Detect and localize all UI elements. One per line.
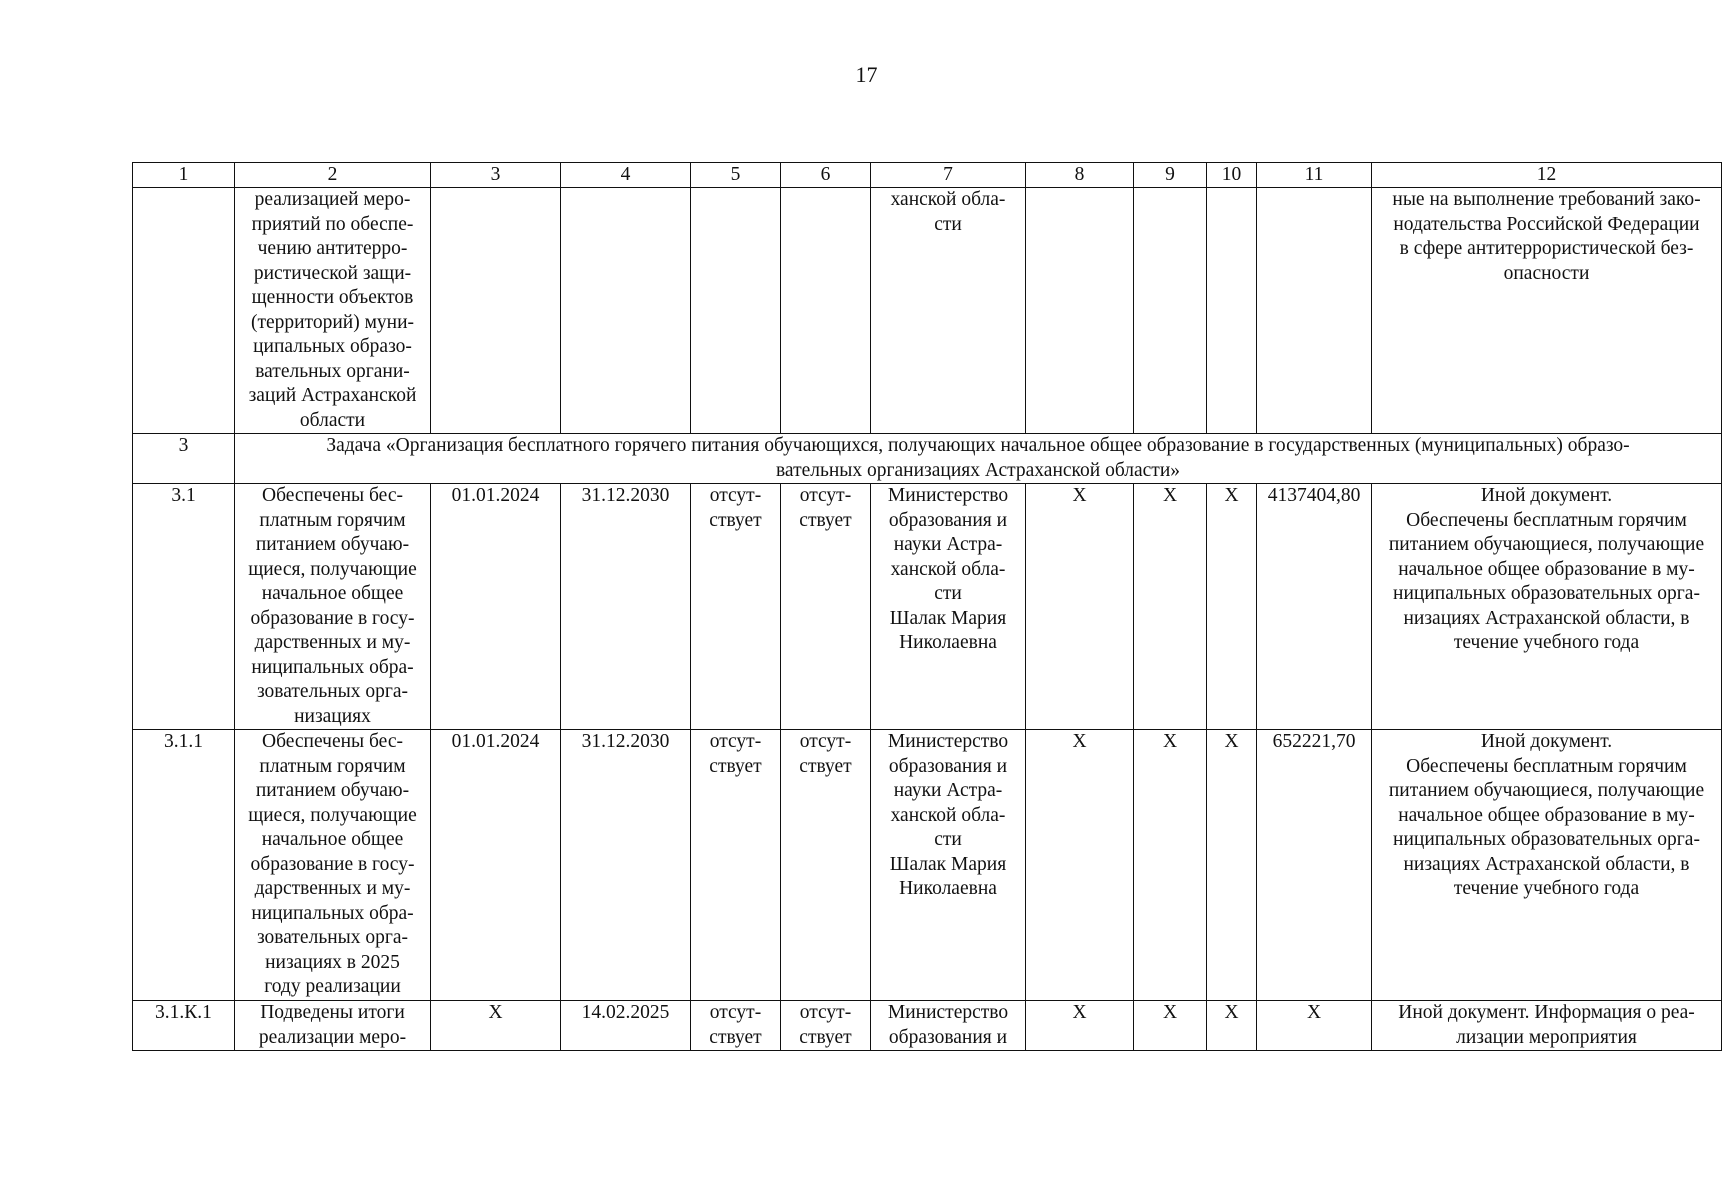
cell-number: 3.1.1	[133, 730, 235, 1001]
cell-amount: 4137404,80	[1257, 484, 1372, 730]
cell-col9	[1134, 188, 1207, 434]
cell-result-name: Обеспечены бес- платным горячим питанием обучаю- щиеся, получающие начальное общее образование в госу- дарственных и му- ниципальных обра- зовательных орга- низациях	[235, 484, 431, 730]
header-cell: 7	[871, 163, 1026, 188]
task-title: Задача «Организация бесплатного горячего питания обучающихся, получающих начальное общее образование в государственных (муниципальных) образо- вательных организациях Астраханской области»	[235, 434, 1722, 484]
cell-col10: Х	[1207, 484, 1257, 730]
plan-table	[132, 162, 1722, 1051]
cell-start-date	[431, 188, 561, 434]
header-cell: 6	[781, 163, 871, 188]
cell-document: Иной документ. Обеспечены бесплатным горячим питанием обучающиеся, получающие начальное общее образование в му- ниципальных образовательных орга- низациях Астраханской области, в течение учебного года	[1372, 484, 1722, 730]
cell-col8: Х	[1026, 1001, 1134, 1051]
cell-col8: Х	[1026, 484, 1134, 730]
cell-number: 3.1	[133, 484, 235, 730]
cell-end-date: 31.12.2030	[561, 730, 691, 1001]
cell-amount	[1257, 188, 1372, 434]
cell-responsible: Министерство образования и науки Астра- ханской обла- сти Шалак Мария Николаевна	[871, 730, 1026, 1001]
header-cell: 5	[691, 163, 781, 188]
cell-col9: Х	[1134, 1001, 1207, 1051]
table-row-3-1-k-1	[133, 1001, 1722, 1051]
table-row-task	[133, 434, 1722, 484]
task-number: 3	[133, 434, 235, 484]
cell-start-date: 01.01.2024	[431, 484, 561, 730]
cell-end-date: 14.02.2025	[561, 1001, 691, 1051]
cell-document: Иной документ. Информация о реа- лизации мероприятия	[1372, 1001, 1722, 1051]
cell-col10: Х	[1207, 1001, 1257, 1051]
cell-col8: Х	[1026, 730, 1134, 1001]
header-cell: 9	[1134, 163, 1207, 188]
cell-successor: отсут- ствует	[781, 730, 871, 1001]
cell-predecessor: отсут- ствует	[691, 484, 781, 730]
header-cell: 8	[1026, 163, 1134, 188]
cell-start-date: 01.01.2024	[431, 730, 561, 1001]
cell-col8	[1026, 188, 1134, 434]
header-cell: 1	[133, 163, 235, 188]
table-header-row	[133, 163, 1722, 188]
cell-responsible: Министерство образования и	[871, 1001, 1026, 1051]
cell-responsible: ханской обла- сти	[871, 188, 1026, 434]
cell-responsible: Министерство образования и науки Астра- ханской обла- сти Шалак Мария Николаевна	[871, 484, 1026, 730]
header-cell: 3	[431, 163, 561, 188]
table-row-continuation	[133, 188, 1722, 434]
cell-document: ные на выполнение требований зако- нодательства Российской Федерации в сфере антитеррористической без- опасности	[1372, 188, 1722, 434]
cell-end-date: 31.12.2030	[561, 484, 691, 730]
header-cell: 10	[1207, 163, 1257, 188]
cell-col9: Х	[1134, 484, 1207, 730]
cell-col10	[1207, 188, 1257, 434]
cell-result-name: Обеспечены бес- платным горячим питанием обучаю- щиеся, получающие начальное общее образование в госу- дарственных и му- ниципальных обра- зовательных орга- низациях в 2025 году реализации	[235, 730, 431, 1001]
cell-number	[133, 188, 235, 434]
cell-end-date	[561, 188, 691, 434]
cell-predecessor: отсут- ствует	[691, 1001, 781, 1051]
cell-result-name: реализацией меро- приятий по обеспе- чению антитерро- ристической защи- щенности объектов (территорий) муни- ципальных образо- вательных органи- заций Астраханской области	[235, 188, 431, 434]
cell-col9: Х	[1134, 730, 1207, 1001]
cell-amount: 652221,70	[1257, 730, 1372, 1001]
header-cell: 11	[1257, 163, 1372, 188]
cell-result-name: Подведены итоги реализации меро-	[235, 1001, 431, 1051]
cell-predecessor: отсут- ствует	[691, 730, 781, 1001]
table-row-3-1	[133, 484, 1722, 730]
cell-successor: отсут- ствует	[781, 1001, 871, 1051]
header-cell: 12	[1372, 163, 1722, 188]
cell-number: 3.1.К.1	[133, 1001, 235, 1051]
header-cell: 4	[561, 163, 691, 188]
header-cell: 2	[235, 163, 431, 188]
cell-col10: Х	[1207, 730, 1257, 1001]
cell-successor: отсут- ствует	[781, 484, 871, 730]
cell-successor	[781, 188, 871, 434]
cell-document: Иной документ. Обеспечены бесплатным горячим питанием обучающиеся, получающие начальное общее образование в му- ниципальных образовательных орга- низациях Астраханской области, в течение учебного года	[1372, 730, 1722, 1001]
table-row-3-1-1	[133, 730, 1722, 1001]
cell-amount: Х	[1257, 1001, 1372, 1051]
cell-predecessor	[691, 188, 781, 434]
cell-start-date: Х	[431, 1001, 561, 1051]
page-number: 17	[855, 62, 878, 87]
